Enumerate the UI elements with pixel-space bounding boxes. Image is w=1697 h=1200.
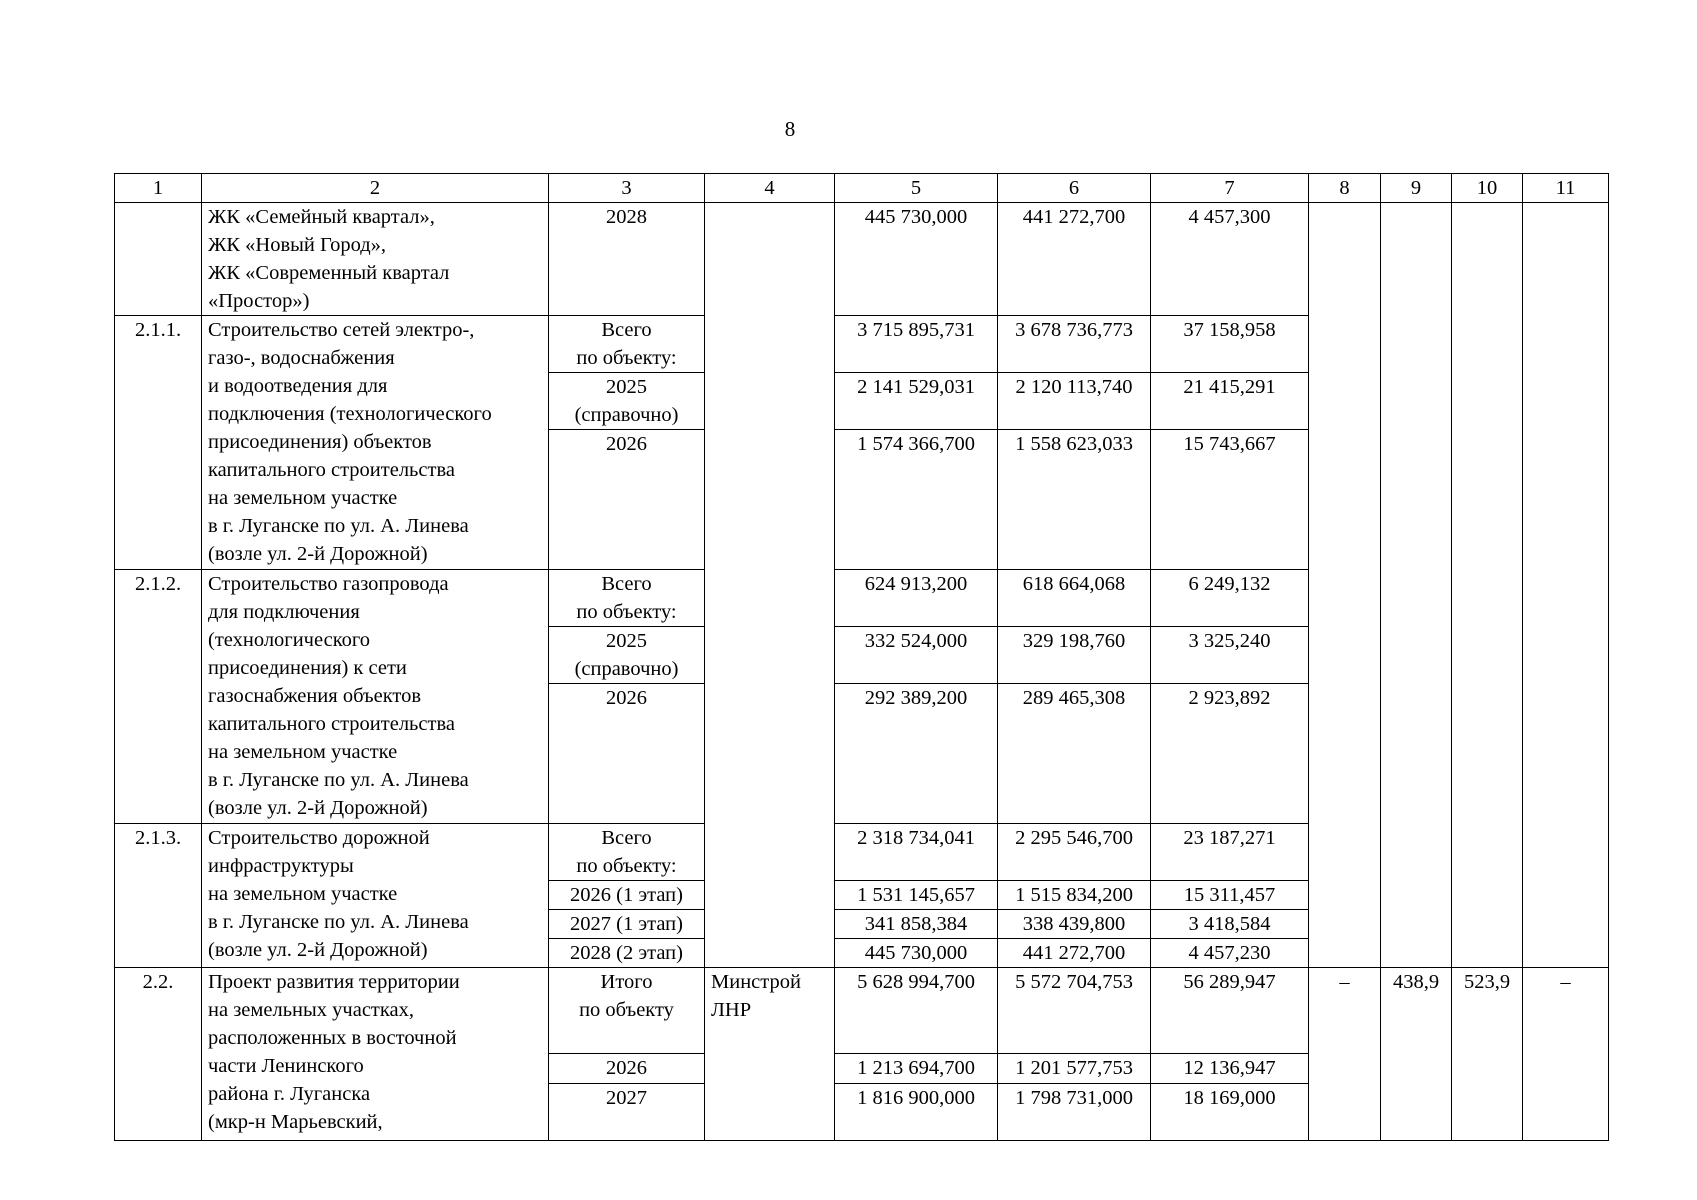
value-col6: 441 272,700 [998,203,1151,316]
value-col7: 2 923,892 [1151,684,1309,824]
year-cell: 2027 (1 этап) [549,910,705,939]
value-col6: 441 272,700 [998,939,1151,968]
value-col7: 56 289,947 [1151,968,1309,1054]
value-col5: 332 524,000 [835,627,998,684]
year-cell: 2025 (справочно) [549,627,705,684]
row-number: 2.2. [115,968,202,1141]
row-number: 2.1.1. [115,316,202,570]
value-col7: 6 249,132 [1151,570,1309,627]
value-col5: 445 730,000 [835,939,998,968]
value-col7: 4 457,230 [1151,939,1309,968]
value-col7: 23 187,271 [1151,824,1309,881]
value-col6: 5 572 704,753 [998,968,1151,1054]
year-cell: 2025 (справочно) [549,373,705,430]
value-col6: 2 295 546,700 [998,824,1151,881]
value-col6: 289 465,308 [998,684,1151,824]
column-number-row [115,174,1609,203]
value-col5: 1 816 900,000 [835,1084,998,1141]
value-col6: 1 558 623,033 [998,430,1151,570]
object-name: Проект развития территории на земельных участках, расположенных в восточной части Ленинского района г. Луганска (мкр-н Марьевский, [202,968,549,1141]
value-col5: 1 574 366,700 [835,430,998,570]
value-col11: – [1523,968,1609,1141]
value-col5: 445 730,000 [835,203,998,316]
row-number: 2.1.3. [115,824,202,968]
value-col7: 18 169,000 [1151,1084,1309,1141]
value-col10: 523,9 [1452,968,1523,1141]
year-cell: Всего по объекту: [549,824,705,881]
object-name: Строительство газопровода для подключения (технологического присоединения) к сети газоснабжения объектов капитального строительства на земельном участке в г. Луганске по ул. А. Линева (возле ул. 2-й Дорожной) [202,570,549,824]
value-col7: 37 158,958 [1151,316,1309,373]
col-number-11: 11 [1523,174,1609,203]
value-col5: 292 389,200 [835,684,998,824]
value-col5: 624 913,200 [835,570,998,627]
row-number: 2.1.2. [115,570,202,824]
value-col6: 1 201 577,753 [998,1054,1151,1084]
value-col8 [1309,203,1381,968]
year-cell: 2026 [549,430,705,570]
row-number [115,203,202,316]
value-col7: 21 415,291 [1151,373,1309,430]
year-cell: 2026 [549,1054,705,1084]
value-col7: 12 136,947 [1151,1054,1309,1084]
col-number-3: 3 [549,174,705,203]
year-cell: 2028 (2 этап) [549,939,705,968]
value-col9: 438,9 [1381,968,1452,1141]
col-number-5: 5 [835,174,998,203]
value-col7: 3 418,584 [1151,910,1309,939]
col-number-6: 6 [998,174,1151,203]
year-cell: Всего по объекту: [549,316,705,373]
year-cell: Итого по объекту [549,968,705,1054]
executor-cell [705,203,835,968]
value-col7: 4 457,300 [1151,203,1309,316]
value-col11 [1523,203,1609,968]
budget-table [114,173,1609,1141]
value-col5: 2 318 734,041 [835,824,998,881]
value-col6: 329 198,760 [998,627,1151,684]
value-col6: 1 798 731,000 [998,1084,1151,1141]
year-cell: 2028 [549,203,705,316]
value-col8: – [1309,968,1381,1141]
year-cell: 2026 [549,684,705,824]
object-name: ЖК «Семейный квартал», ЖК «Новый Город», ЖК «Современный квартал «Простор») [202,203,549,316]
table-row [115,968,1609,1054]
value-col5: 2 141 529,031 [835,373,998,430]
value-col7: 15 311,457 [1151,881,1309,910]
value-col5: 341 858,384 [835,910,998,939]
col-number-7: 7 [1151,174,1309,203]
page-number: 8 [784,117,796,141]
col-number-10: 10 [1452,174,1523,203]
value-col5: 1 531 145,657 [835,881,998,910]
value-col7: 3 325,240 [1151,627,1309,684]
table-row [115,203,1609,316]
col-number-4: 4 [705,174,835,203]
value-col6: 338 439,800 [998,910,1151,939]
value-col5: 1 213 694,700 [835,1054,998,1084]
value-col5: 5 628 994,700 [835,968,998,1054]
year-cell: 2026 (1 этап) [549,881,705,910]
year-cell: 2027 [549,1084,705,1141]
col-number-1: 1 [115,174,202,203]
object-name: Строительство сетей электро-, газо-, водоснабжения и водоотведения для подключения (технологического присоединения) объектов капитального строительства на земельном участке в г. Луганске по ул. А. Линева (возле ул. 2-й Дорожной) [202,316,549,570]
col-number-8: 8 [1309,174,1381,203]
value-col10 [1452,203,1523,968]
executor-cell: Минстрой ЛНР [705,968,835,1141]
value-col5: 3 715 895,731 [835,316,998,373]
col-number-2: 2 [202,174,549,203]
value-col6: 618 664,068 [998,570,1151,627]
value-col7: 15 743,667 [1151,430,1309,570]
value-col6: 1 515 834,200 [998,881,1151,910]
value-col9 [1381,203,1452,968]
year-cell: Всего по объекту: [549,570,705,627]
col-number-9: 9 [1381,174,1452,203]
value-col6: 2 120 113,740 [998,373,1151,430]
object-name: Строительство дорожной инфраструктуры на земельном участке в г. Луганске по ул. А. Линева (возле ул. 2-й Дорожной) [202,824,549,968]
value-col6: 3 678 736,773 [998,316,1151,373]
